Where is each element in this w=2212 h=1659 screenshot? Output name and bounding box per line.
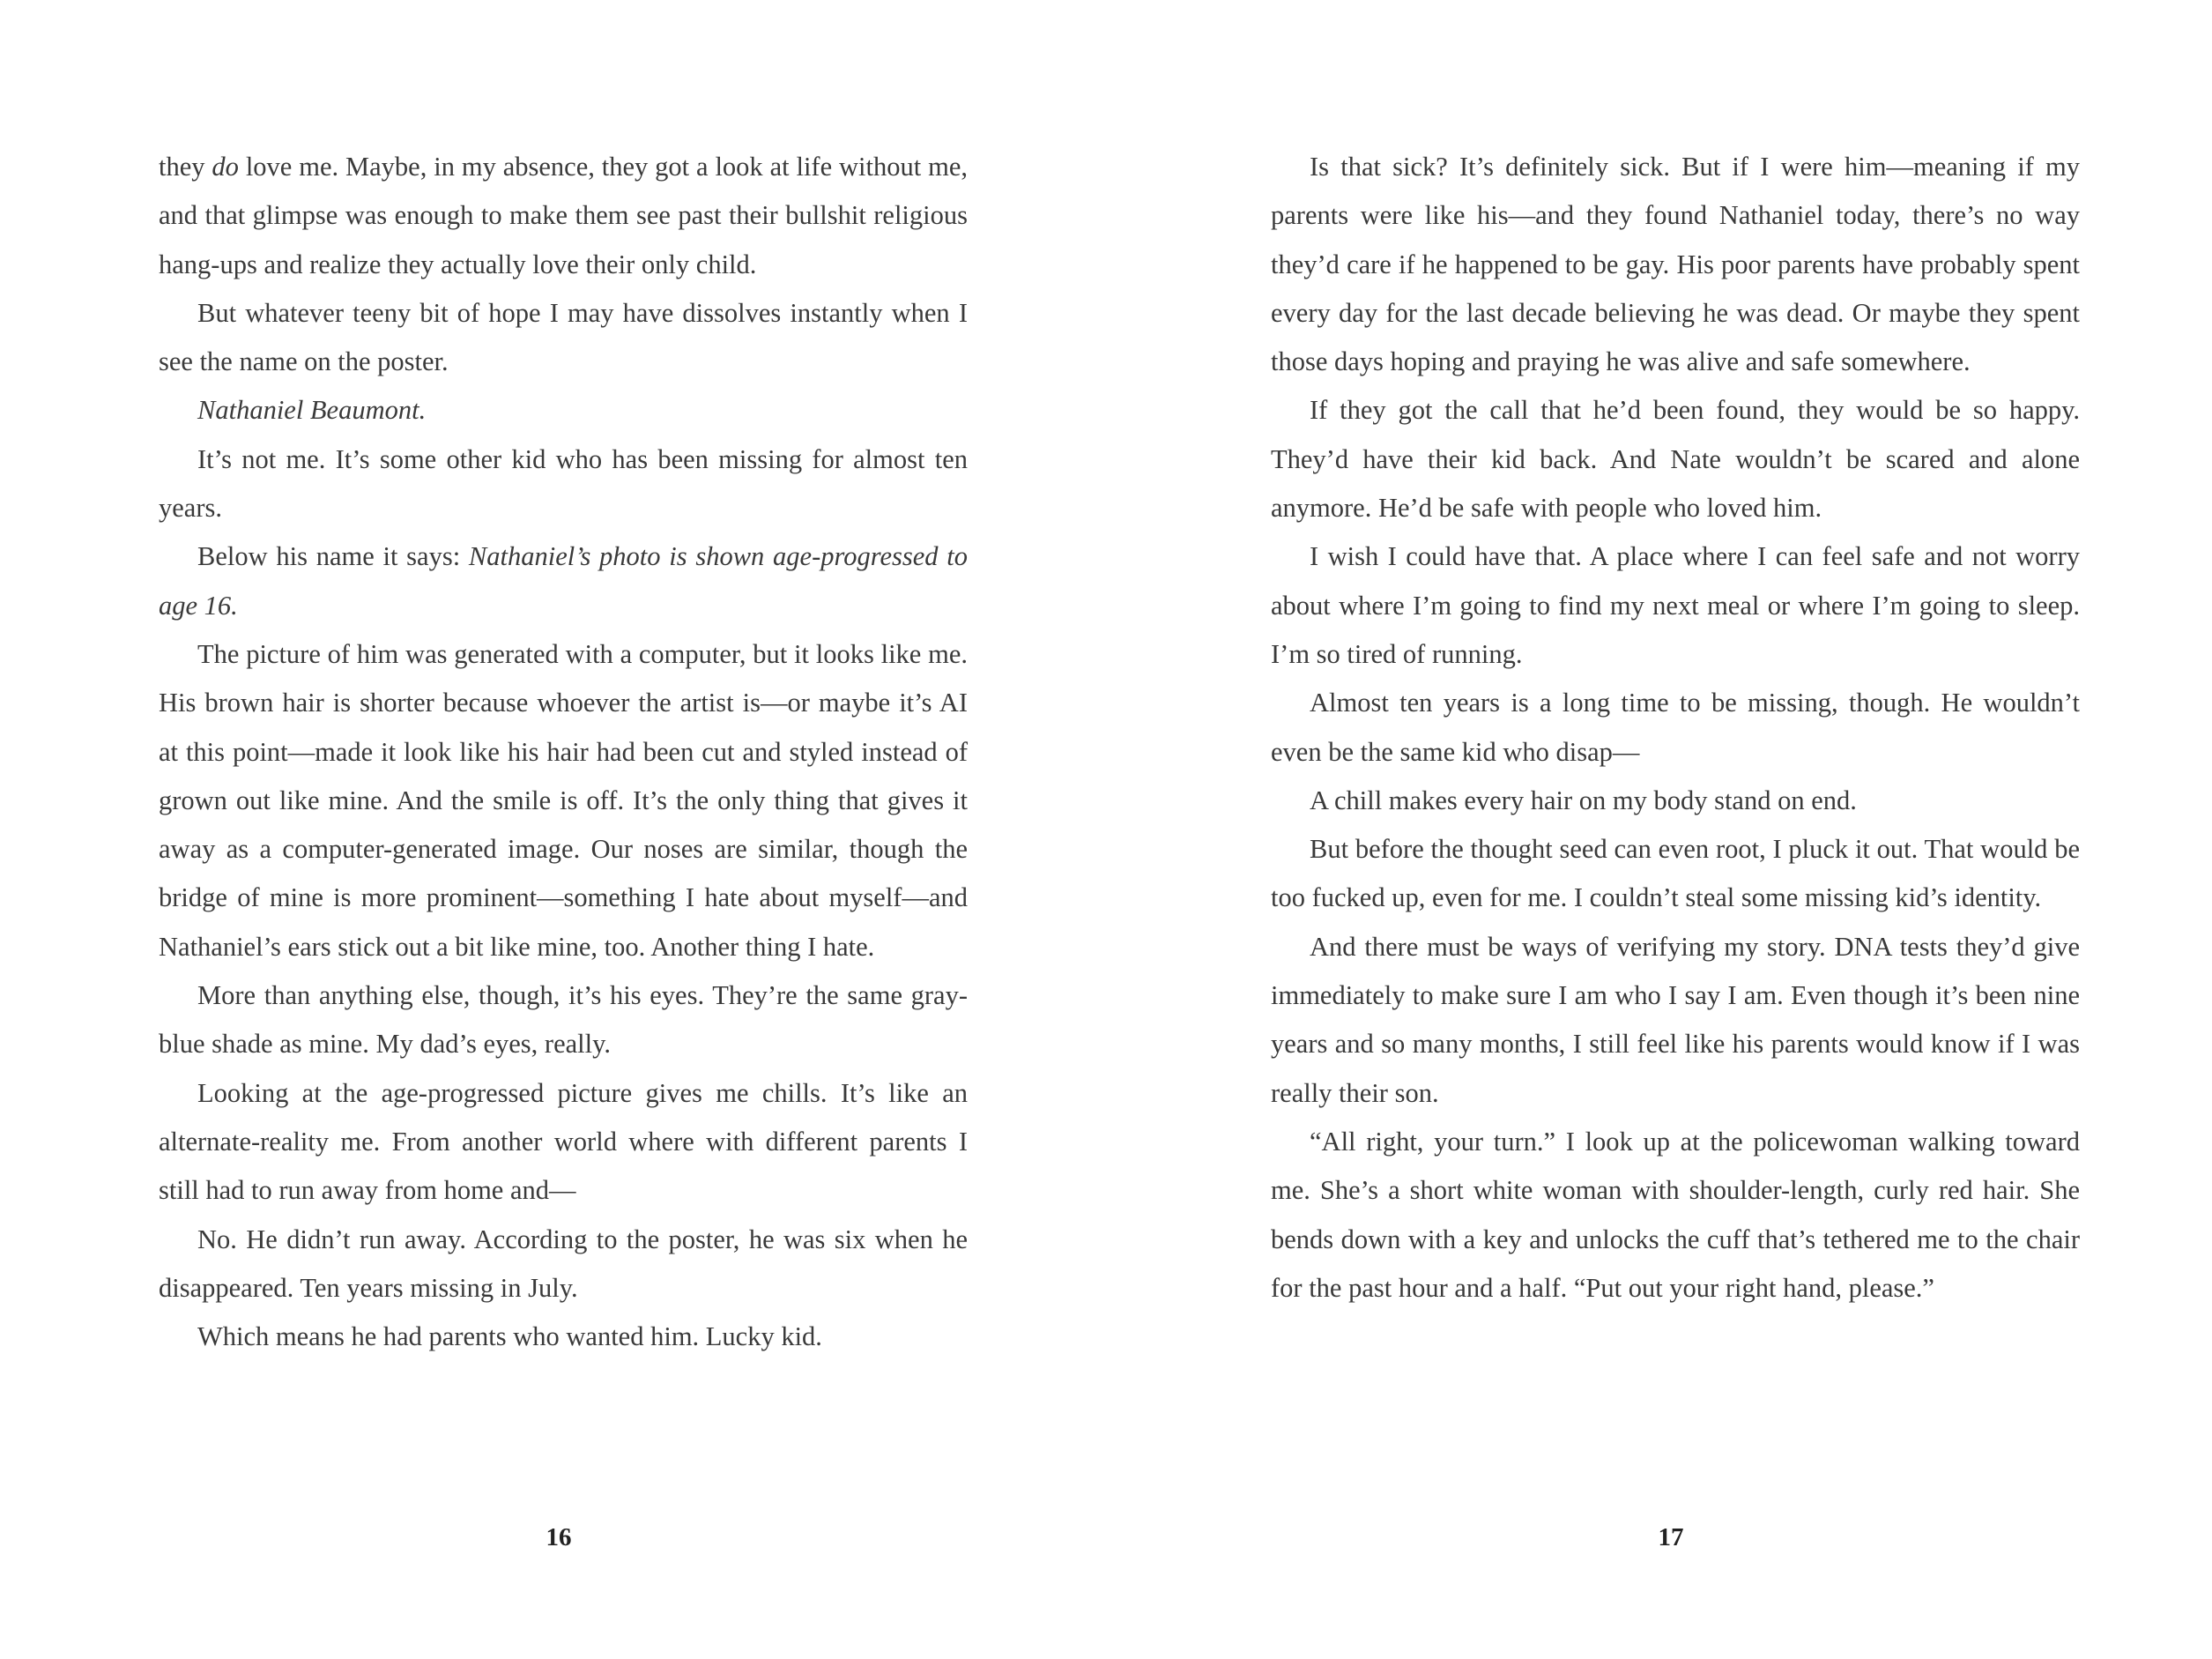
text-run: And there must be ways of verifying my story. DNA tests they’d give immediately to make sure I am who I say I am. Even though it’s been nine years and so many months, I still feel like his parents would know if I was really their son. [1271, 931, 2080, 1108]
text-run: But whatever teeny bit of hope I may have dissolves instantly when I see the name on the poster. [159, 297, 968, 377]
paragraph [1271, 143, 2080, 386]
text-run: Almost ten years is a long time to be missing, though. He wouldn’t even be the same kid who disap— [1271, 688, 2080, 767]
italic-text: Nathaniel Beaumont. [197, 395, 427, 426]
text-run: Below his name it says: [197, 541, 469, 572]
paragraph [159, 1216, 968, 1313]
paragraph [1271, 679, 2080, 777]
paragraph [1271, 923, 2080, 1118]
text-run: More than anything else, though, it’s his eyes. They’re the same gray-blue shade as mine. My dad’s eyes, really. [159, 980, 968, 1060]
text-run: If they got the call that he’d been found, they would be so happy. They’d have their kid back. And Nate wouldn’t be scared and alone anymore. He’d be safe with people who loved him. [1271, 395, 2080, 524]
paragraph [1271, 825, 2080, 923]
text-run: No. He didn’t run away. According to the poster, he was six when he disappeared. Ten years missing in July. [159, 1224, 968, 1303]
paragraph [1271, 1118, 2080, 1313]
italic-text: do [212, 152, 239, 182]
paragraph [159, 630, 968, 971]
paragraph [159, 532, 968, 630]
text-run: Is that sick? It’s definitely sick. But if I were him—meaning if my parents were like his—and they found Nathaniel today, there’s no way they’d care if he happened to be gay. His poor parents have probably spent every day for the last decade believing he was dead. Or maybe they spent those days hoping and praying he was alive and safe somewhere. [1271, 152, 2080, 377]
paragraph [159, 289, 968, 387]
text-run: Which means he had parents who wanted him. Lucky kid. [197, 1321, 822, 1352]
text-run: It’s not me. It’s some other kid who has been missing for almost ten years. [159, 443, 968, 524]
left-page-body [159, 143, 968, 1361]
right-page-paragraphs [1271, 143, 2080, 1313]
paragraph [159, 435, 968, 533]
paragraph [159, 971, 968, 1069]
paragraph [159, 143, 968, 289]
paragraph [159, 386, 968, 435]
left-page-paragraphs [159, 143, 968, 1361]
text-run: The picture of him was generated with a computer, but it looks like me. His brown hair is shorter because whoever the artist is—or maybe it’s AI at this point—made it look like his hair had been cut and styled instead of grown out like mine. And the smile is off. It’s the only thing that gives it away as a computer-generated image. Our noses are similar, though the bridge of mine is more prominent—something I hate about myself—and Nathaniel’s ears stick out a bit like mine, too. Another thing I hate. [159, 638, 968, 962]
paragraph [1271, 532, 2080, 679]
text-run: Looking at the age-progressed picture gives me chills. It’s like an alternate-reality me. From another world where with different parents I still had to run away from home and— [159, 1077, 968, 1206]
left-page-number: 16 [546, 1523, 572, 1551]
paragraph [159, 1069, 968, 1216]
text-run: I wish I could have that. A place where I can feel safe and not worry about where I’m going to find my next meal or where I’m going to sleep. I’m so tired of running. [1271, 541, 2080, 669]
text-run: “All right, your turn.” I look up at the policewoman walking toward me. She’s a short white woman with shoulder-length, curly red hair. She bends down with a key and unlocks the cuff that’s tethered me to the chair for the past hour and a half. “Put out your right hand, please.” [1271, 1126, 2080, 1303]
text-run: A chill makes every hair on my body stand on end. [1310, 785, 1857, 815]
paragraph [1271, 386, 2080, 532]
text-run: But before the thought seed can even root, I pluck it out. That would be too fucked up, even for me. I couldn’t steal some missing kid’s identity. [1271, 834, 2080, 913]
right-page-body [1271, 143, 2080, 1313]
paragraph [159, 1313, 968, 1361]
italic-text: Nathaniel’s photo is shown age-progressed to age 16. [159, 541, 968, 621]
text-run: love me. Maybe, in my absence, they got a look at life without me, and that glimpse was enough to make them see past their bullshit religious hang-ups and realize they actually love their only child. [159, 152, 969, 279]
right-page-number: 17 [1658, 1523, 1684, 1551]
text-run: they [159, 152, 212, 182]
paragraph [1271, 777, 2080, 825]
